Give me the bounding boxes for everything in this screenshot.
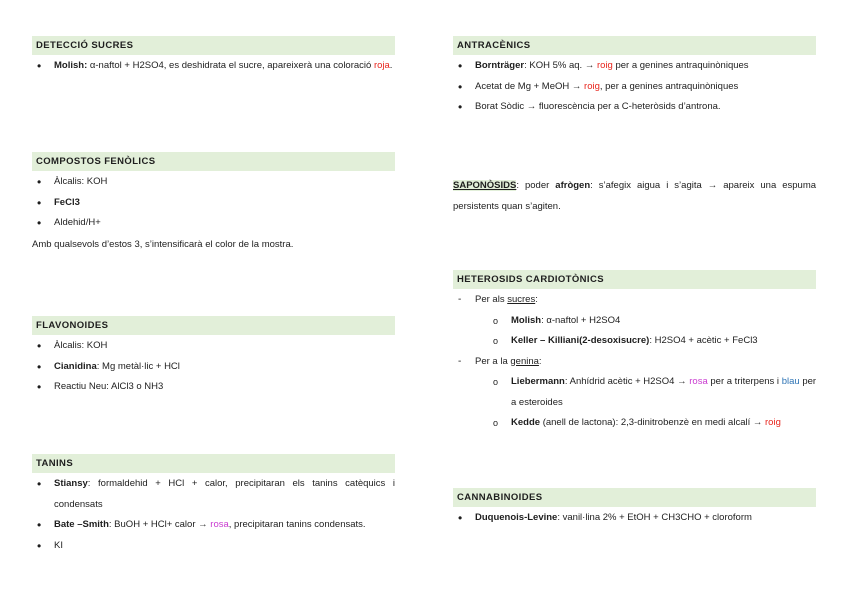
bullet-icon: •: [458, 100, 463, 114]
test-text: Acetat de Mg + MeOH →: [475, 80, 582, 92]
list-item: [453, 311, 816, 332]
bullet-icon: •: [37, 59, 42, 73]
test-text: .: [389, 60, 393, 71]
color-result: roig: [584, 80, 600, 92]
section-antracenics: [453, 36, 816, 118]
test-text: , per a genines antraquinòniques: [599, 80, 739, 92]
test-text: : Anhídrid acètic + H2SO4 →: [564, 376, 687, 387]
list-item: [32, 336, 395, 357]
test-text: : α-naftol + H2SO4: [541, 314, 621, 326]
section-title: DETECCIÓ SUCRES: [32, 36, 395, 55]
circle-bullet-icon: o: [493, 315, 499, 326]
bullet-icon: •: [458, 511, 463, 525]
item-text: :: [535, 294, 538, 305]
item-underlined: genina: [510, 355, 539, 367]
section-title: HETEROSIDS CARDIOTÒNICS: [453, 270, 816, 289]
list-item: [453, 413, 816, 434]
bullet-icon: •: [37, 339, 42, 353]
test-text: : formaldehid + HCl + calor, precipitaran els tanins catèquics i condensats: [54, 478, 395, 510]
bullet-icon: •: [458, 59, 463, 73]
color-result: roja: [373, 60, 390, 71]
color-result: rosa: [210, 519, 229, 530]
list-item: [453, 290, 816, 311]
saponosids-paragraph: [453, 176, 816, 217]
test-name: Molish:: [54, 60, 88, 71]
item-text: :: [538, 355, 542, 367]
bullet-icon: •: [37, 477, 42, 491]
item-text: Aldehid/H+: [54, 217, 101, 228]
color-result: roig: [765, 417, 781, 428]
list-item: [32, 56, 395, 77]
list-item: [453, 56, 816, 77]
section-deteccio-sucres: [32, 36, 395, 77]
bullet-icon: •: [37, 175, 42, 189]
test-text: per a esteroides: [511, 376, 817, 408]
bullet-icon: •: [458, 79, 463, 94]
circle-bullet-icon: o: [493, 377, 499, 387]
test-name: Bornträger: [475, 60, 525, 71]
test-name: Liebermann: [511, 376, 565, 387]
section-compostos-fenolics: [32, 152, 395, 255]
paragraph-text: : poder: [516, 180, 550, 191]
test-name: Keller – Killiani(2-desoxisucre): [511, 335, 650, 346]
section-cannabinoides: [453, 488, 816, 529]
section-heterosids-cardiotonics: [453, 270, 816, 434]
dash-bullet-icon: -: [458, 294, 462, 305]
list-item: [453, 331, 816, 352]
section-tanins: [32, 454, 395, 556]
paragraph-bold: afrògen: [555, 180, 591, 191]
list-item: [453, 352, 816, 373]
list-item: [453, 77, 816, 98]
bullet-icon: •: [37, 359, 42, 374]
list-item: [32, 213, 395, 234]
section-title: TANINS: [32, 454, 395, 473]
dash-bullet-icon: -: [458, 355, 462, 367]
test-name: Kedde: [511, 417, 541, 428]
section-title: COMPOSTOS FENÒLICS: [32, 152, 395, 171]
list-item: [453, 372, 816, 413]
item-text: FeCl3: [54, 196, 80, 208]
list-item: [32, 172, 395, 193]
test-text: : H2SO4 + acètic + FeCl3: [649, 335, 758, 346]
test-text: α-naftol + H2SO4, es deshidrata el sucre, apareixerà una coloració: [89, 60, 372, 71]
color-result: blau: [781, 376, 800, 387]
test-name: Stiansy: [54, 478, 88, 489]
circle-bullet-icon: o: [493, 418, 499, 428]
bullet-icon: •: [37, 195, 42, 210]
test-text: : vanil·lina 2% + EtOH + CH3CHO + cloroform: [557, 512, 752, 523]
list-item: [453, 97, 816, 118]
test-text: per a triterpens i: [710, 376, 780, 387]
test-name: Bate –Smith: [54, 519, 109, 530]
item-text: Àlcalis: KOH: [54, 176, 108, 187]
bullet-icon: •: [37, 538, 42, 553]
color-result: roig: [596, 60, 613, 71]
test-text: , precipitaran tanins condensats.: [228, 519, 366, 530]
section-flavonoides: [32, 316, 395, 398]
paragraph-text: : s’afegix aigua i s’agita → apareix una espuma persistents quan s’agiten.: [453, 180, 817, 212]
list-item: [453, 508, 816, 529]
item-text: Àlcalis: KOH: [54, 340, 108, 351]
bullet-icon: •: [37, 216, 42, 230]
list-item: [32, 474, 395, 515]
list-item: [32, 357, 395, 378]
color-result: rosa: [689, 376, 708, 387]
test-text: : Mg metàl·lic + HCl: [96, 360, 180, 372]
circle-bullet-icon: o: [493, 336, 499, 346]
section-title: CANNABINOIDES: [453, 488, 816, 507]
section-title: FLAVONOIDES: [32, 316, 395, 335]
list-item: [32, 515, 395, 536]
test-text: (anell de lactona): 2,3-dinitrobenzè en medi alcalí →: [542, 417, 763, 428]
section-saponosids: [453, 176, 816, 217]
test-text: : BuOH + HCl+ calor →: [108, 519, 208, 530]
item-text: KI: [54, 539, 63, 551]
list-item: [32, 377, 395, 398]
item-text: Per als: [475, 294, 505, 305]
test-text: per a genines antraquinòniques: [615, 60, 749, 71]
item-text: Reactiu Neu: AlCl3 o NH3: [54, 381, 164, 392]
test-name: Cianidina: [54, 360, 97, 372]
test-text: : KOH 5% aq. →: [524, 60, 595, 71]
section-title: ANTRACÈNICS: [453, 36, 816, 55]
item-underlined: sucres: [507, 294, 536, 305]
test-name: Duquenois-Levine: [475, 512, 558, 523]
list-item: [32, 536, 395, 557]
test-name: Molish: [511, 314, 542, 326]
bullet-icon: •: [37, 518, 42, 532]
item-text: Per a la: [475, 355, 508, 367]
item-text: Borat Sòdic → fluorescència per a C-heteròsids d’antrona.: [475, 101, 721, 112]
note-text: Amb qualsevols d’estos 3, s’intensificarà el color de la mostra.: [32, 238, 294, 250]
list-item: [32, 193, 395, 214]
section-title: SAPONÒSIDS: [453, 180, 517, 191]
bullet-icon: •: [37, 380, 42, 394]
